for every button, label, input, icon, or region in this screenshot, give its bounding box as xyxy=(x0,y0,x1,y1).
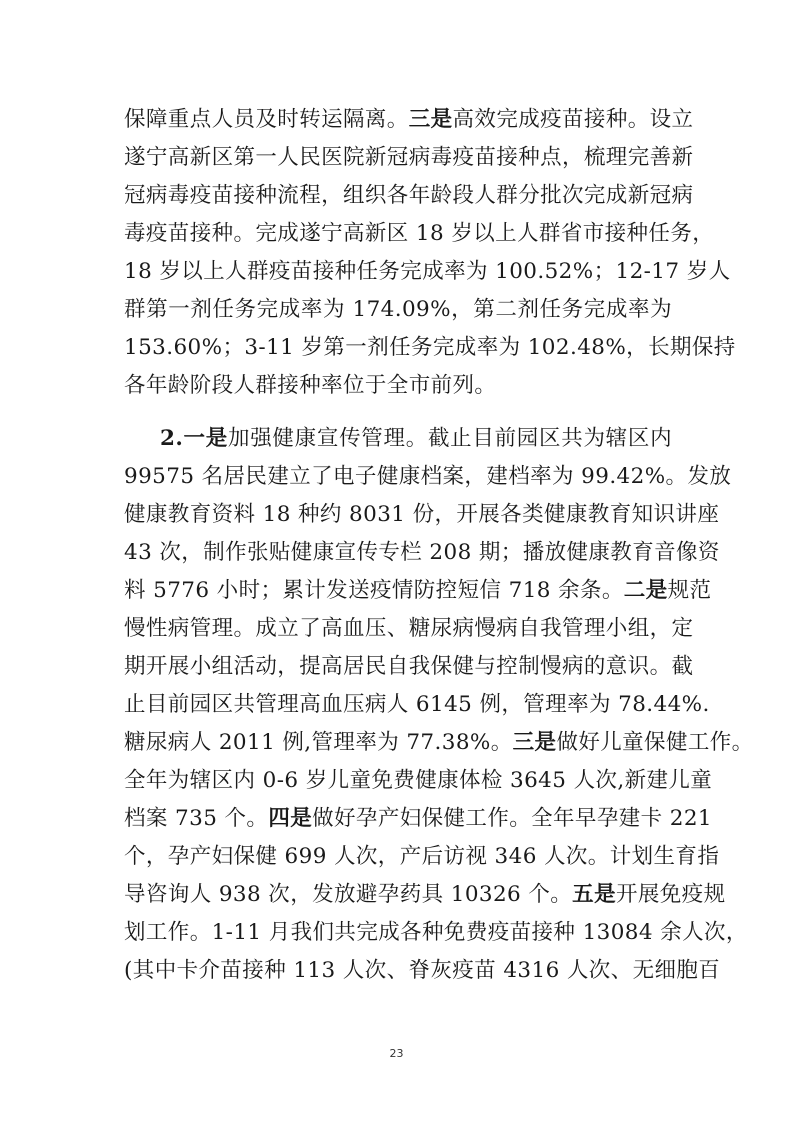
text-line: 导咨询人 938 次，发放避孕药具 10326 个。五是开展免疫规 xyxy=(124,882,726,907)
text-line: 糖尿病人 2011 例,管理率为 77.38%。三是做好儿童保健工作。 xyxy=(124,730,754,755)
bold-marker: 2.一是 xyxy=(160,426,228,451)
text-line: 期开展小组活动，提高居民自我保健与控制慢病的意识。截 xyxy=(124,654,694,679)
text-line: 健康教育资料 18 种约 8031 份，开展各类健康教育知识讲座 xyxy=(124,502,720,527)
text-line: 各年龄阶段人群接种率位于全市前列。 xyxy=(124,373,497,398)
text-line: 慢性病管理。成立了高血压、糖尿病慢病自我管理小组，定 xyxy=(124,616,694,641)
text-line: 划工作。1-11 月我们共完成各种免费疫苗接种 13084 余人次， xyxy=(124,920,748,945)
text-line: 毒疫苗接种。完成遂宁高新区 18 岁以上人群省市接种任务， xyxy=(124,221,715,246)
text-line: 群第一剂任务完成率为 174.09%，第二剂任务完成率为 xyxy=(124,297,672,322)
bold-marker: 三是 xyxy=(408,107,453,132)
bold-marker: 五是 xyxy=(572,882,616,907)
text-line: 档案 735 个。四是做好孕产妇保健工作。全年早孕建卡 221 xyxy=(124,806,712,831)
text-line: 153.60%；3-11 岁第一剂任务完成率为 102.48%，长期保持 xyxy=(124,335,736,360)
text-line: 43 次，制作张贴健康宣传专栏 208 期；播放健康教育音像资 xyxy=(124,540,720,565)
text-line: (其中卡介苗接种 113 人次、脊灰疫苗 4316 人次、无细胞百 xyxy=(124,958,721,983)
text-line: 99575 名居民建立了电子健康档案，建档率为 99.42%。发放 xyxy=(124,464,732,489)
page-number: 23 xyxy=(389,1047,404,1060)
text-line: 料 5776 小时；累计发送疫情防控短信 718 余条。二是规范 xyxy=(124,578,712,603)
bold-marker: 四是 xyxy=(268,806,313,831)
text-line: 冠病毒疫苗接种流程，组织各年龄段人群分批次完成新冠病 xyxy=(124,183,694,208)
text-line: 个，孕产妇保健 699 人次，产后访视 346 人次。计划生育指 xyxy=(124,844,720,869)
text-line: 止目前园区共管理高血压病人 6145 例，管理率为 78.44%. xyxy=(124,692,710,717)
text-line: 保障重点人员及时转运隔离。三是高效完成疫苗接种。设立 xyxy=(124,107,694,132)
text-line: 遂宁高新区第一人民医院新冠病毒疫苗接种点，梳理完善新 xyxy=(124,145,694,170)
text-line: 全年为辖区内 0-6 岁儿童免费健康体检 3645 人次,新建儿童 xyxy=(124,768,713,793)
paragraph-start-line: 2.一是加强健康宣传管理。截止目前园区共为辖区内 xyxy=(160,426,672,451)
bold-marker: 二是 xyxy=(623,578,668,603)
text-line: 18 岁以上人群疫苗接种任务完成率为 100.52%；12-17 岁人 xyxy=(124,259,731,284)
bold-marker: 三是 xyxy=(512,730,557,755)
